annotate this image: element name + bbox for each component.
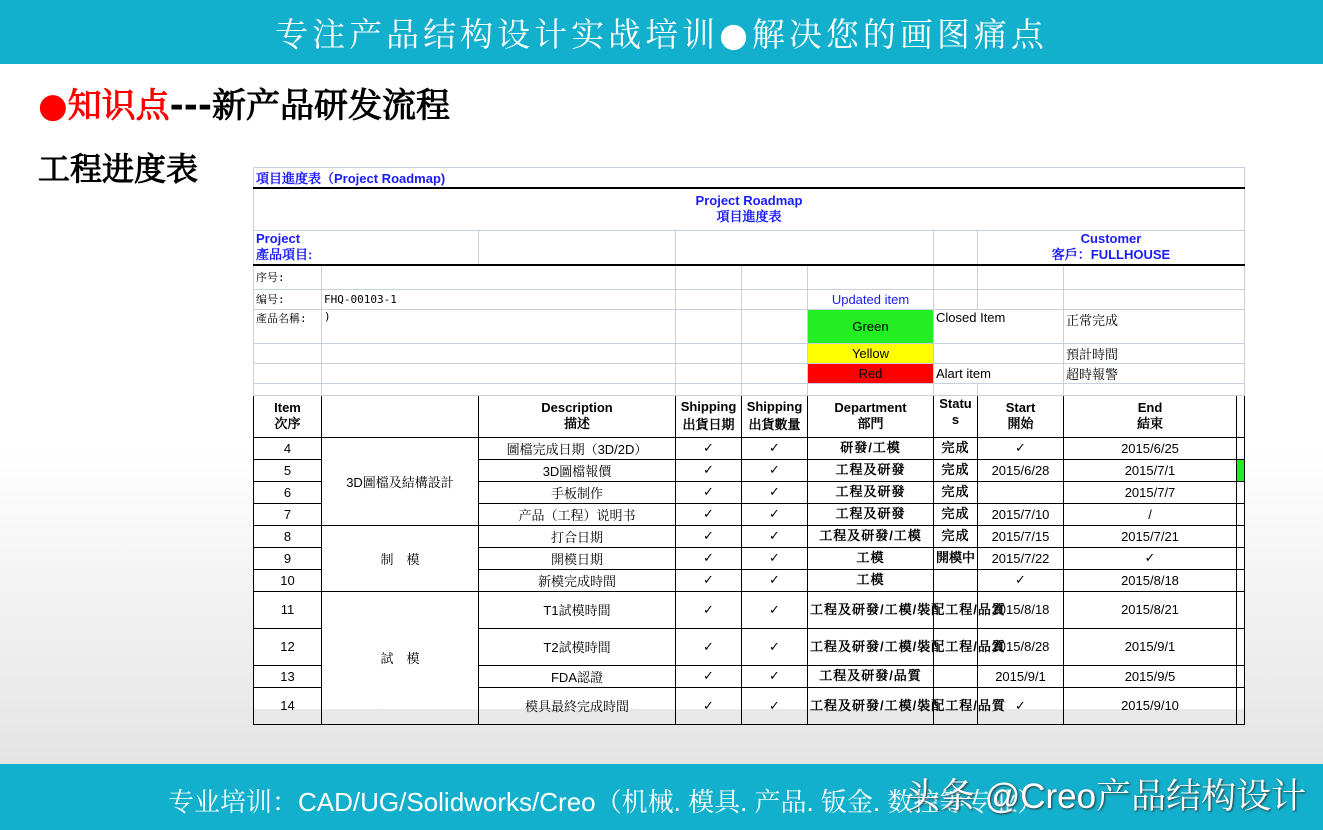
table-row xyxy=(254,525,1245,547)
cell-item: 9 xyxy=(254,547,322,569)
footer-tagline: 专业培训：CAD/UG/Solidworks/Creo（机械. 模具. 产品. 钣金. 数控等专业） xyxy=(168,787,1044,817)
cell-dept: 工程及研發 xyxy=(808,481,934,503)
cell-dept: 工程及研發 xyxy=(808,459,934,481)
cell-end: 2015/9/1 xyxy=(1064,628,1237,665)
cell-end: ✓ xyxy=(1064,547,1237,569)
cell-ship-qty: ✓ xyxy=(742,665,808,687)
cell-ship-date: ✓ xyxy=(676,437,742,459)
legend-closed: Closed Item xyxy=(934,309,1064,343)
cell-desc: 3D圖檔報價 xyxy=(479,459,676,481)
cell-status xyxy=(934,665,978,687)
cell-desc: T1試模時間 xyxy=(479,591,676,628)
cell-item: 5 xyxy=(254,459,322,481)
seq-label: 序号: xyxy=(254,265,322,289)
cell-start: ✓ xyxy=(978,687,1064,724)
header-group xyxy=(322,395,479,437)
cell-status: 完成 xyxy=(934,459,978,481)
cell-item: 4 xyxy=(254,437,322,459)
legend-overdue: 超時報警 xyxy=(1064,363,1245,383)
cell-desc: 圖檔完成日期（3D/2D） xyxy=(479,437,676,459)
cell-ship-date: ✓ xyxy=(676,665,742,687)
cell-desc: 新模完成時間 xyxy=(479,569,676,591)
header-start-cn: 開始 xyxy=(1007,416,1034,431)
cell-ship-qty: ✓ xyxy=(742,569,808,591)
cell-ship-qty: ✓ xyxy=(742,525,808,547)
cell-item: 11 xyxy=(254,591,322,628)
header-status xyxy=(934,395,978,437)
header-ship-date-en: Shipping xyxy=(680,399,737,414)
cell-status xyxy=(934,569,978,591)
cell-end: 2015/7/21 xyxy=(1064,525,1237,547)
roadmap-title xyxy=(254,188,1245,230)
cell-start: ✓ xyxy=(978,437,1064,459)
project-label-cn: 產品項目: xyxy=(256,247,313,263)
cell-ship-date: ✓ xyxy=(676,503,742,525)
banner-title: 专注产品结构设计实战培训●解决您的画图痛点 xyxy=(275,14,1048,54)
cell-desc: FDA認證 xyxy=(479,665,676,687)
customer-label xyxy=(978,230,1245,265)
cell-desc: T2試模時間 xyxy=(479,628,676,665)
cell-end: / xyxy=(1064,503,1237,525)
group-3d-design: 3D圖檔及結構設計 xyxy=(322,437,479,525)
cell-start: 2015/7/15 xyxy=(978,525,1064,547)
cell-ship-date: ✓ xyxy=(676,481,742,503)
header-department xyxy=(808,395,934,437)
cell-item: 13 xyxy=(254,665,322,687)
cell-ship-date: ✓ xyxy=(676,525,742,547)
cell-ship-qty: ✓ xyxy=(742,591,808,628)
roadmap-table xyxy=(253,167,1245,725)
cell-end: 2015/9/5 xyxy=(1064,665,1237,687)
cell-desc: 产品（工程）说明书 xyxy=(479,503,676,525)
cell-item: 12 xyxy=(254,628,322,665)
header-dept-en: Department xyxy=(834,400,907,415)
legend-red: Red xyxy=(808,363,934,383)
cell-end: 2015/9/10 xyxy=(1064,687,1237,724)
roadmap-title-cn: 項目進度表 xyxy=(716,209,782,225)
cell-dept: 研發/工模 xyxy=(808,437,934,459)
header-ship-date xyxy=(676,395,742,437)
cell-item: 14 xyxy=(254,687,322,724)
code-label: 编号: xyxy=(254,289,322,309)
legend-yellow: Yellow xyxy=(808,343,934,363)
cell-end: 2015/7/1 xyxy=(1064,459,1237,481)
legend-green: Green xyxy=(808,309,934,343)
cell-ship-qty: ✓ xyxy=(742,628,808,665)
cell-ship-qty: ✓ xyxy=(742,687,808,724)
cell-start: 2015/9/1 xyxy=(978,665,1064,687)
cell-ship-date: ✓ xyxy=(676,687,742,724)
top-banner xyxy=(0,0,1323,64)
header-end xyxy=(1064,395,1237,437)
cell-start: 2015/7/22 xyxy=(978,547,1064,569)
cell-ship-qty: ✓ xyxy=(742,547,808,569)
group-trial: 試 模 xyxy=(322,591,479,724)
cell-end: 2015/6/25 xyxy=(1064,437,1237,459)
header-ship-qty xyxy=(742,395,808,437)
cell-start: ✓ xyxy=(978,569,1064,591)
header-ship-qty-cn: 出貨數量 xyxy=(748,417,801,432)
header-dept-cn: 部門 xyxy=(857,416,884,431)
header-ship-qty-en: Shipping xyxy=(746,399,803,414)
cell-ship-date: ✓ xyxy=(676,628,742,665)
header-desc-en: Description xyxy=(541,400,613,415)
name-label: 產品名稱: xyxy=(254,309,322,343)
cell-item: 6 xyxy=(254,481,322,503)
cell-dept: 工程及研發/品質 xyxy=(808,665,934,687)
header-desc-cn: 描述 xyxy=(563,416,590,431)
roadmap-title-en: Project Roadmap xyxy=(695,193,803,209)
header-item xyxy=(254,395,322,437)
group-tooling: 制 模 xyxy=(322,525,479,591)
heading-rest: ---新产品研发流程 xyxy=(169,86,451,126)
cell-ship-date: ✓ xyxy=(676,569,742,591)
cell-ship-qty: ✓ xyxy=(742,437,808,459)
cell-ship-qty: ✓ xyxy=(742,481,808,503)
cell-ship-qty: ✓ xyxy=(742,503,808,525)
cell-end: 2015/8/18 xyxy=(1064,569,1237,591)
cell-start xyxy=(978,481,1064,503)
cell-start: 2015/8/18 xyxy=(978,591,1064,628)
cell-start: 2015/8/28 xyxy=(978,628,1064,665)
red-bullet-icon: ● xyxy=(38,86,68,126)
cell-ship-date: ✓ xyxy=(676,547,742,569)
header-ship-date-cn: 出貨日期 xyxy=(682,417,735,432)
cell-dept: 工模 xyxy=(808,547,934,569)
cell-start: 2015/7/10 xyxy=(978,503,1064,525)
cell-dept: 工程及研發 xyxy=(808,503,934,525)
heading-keyword: 知识点 xyxy=(67,86,170,126)
green-marker xyxy=(1237,459,1245,481)
header-start xyxy=(978,395,1064,437)
header-item-cn: 次序 xyxy=(274,416,301,431)
cell-desc: 開模日期 xyxy=(479,547,676,569)
watermark: 头条 @Creo产品结构设计 xyxy=(905,777,1307,816)
customer-label-cn: 客戶：FULLHOUSE xyxy=(1051,247,1171,263)
cell-dept: 工程及研發/工模/裝配工程/品質 xyxy=(808,628,934,665)
cell-status: 開模中 xyxy=(934,547,978,569)
cell-ship-date: ✓ xyxy=(676,591,742,628)
table-row xyxy=(254,437,1245,459)
project-label xyxy=(254,230,479,265)
cell-ship-qty: ✓ xyxy=(742,459,808,481)
cell-desc: 模具最終完成時間 xyxy=(479,687,676,724)
cell-status: 完成 xyxy=(934,525,978,547)
customer-label-en: Customer xyxy=(1080,231,1142,247)
spreadsheet-screenshot xyxy=(253,167,1244,714)
sub-heading: 工程进度表 xyxy=(38,150,199,188)
header-description xyxy=(479,395,676,437)
cell-status: 完成 xyxy=(934,481,978,503)
legend-updated: Updated item xyxy=(808,289,934,309)
header-end-cn: 結束 xyxy=(1136,416,1163,431)
cell-dept: 工程及研發/工模 xyxy=(808,525,934,547)
cell-ship-date: ✓ xyxy=(676,459,742,481)
section-heading xyxy=(38,78,450,127)
cell-start: 2015/6/28 xyxy=(978,459,1064,481)
table-row xyxy=(254,591,1245,628)
bottom-banner xyxy=(0,764,1323,830)
header-status-en-1: Statu xyxy=(939,395,972,411)
cell-dept: 工模 xyxy=(808,569,934,591)
header-status-en-2: s xyxy=(951,411,960,427)
legend-normal: 正常完成 xyxy=(1064,309,1245,343)
name-value: ) xyxy=(322,309,676,343)
legend-planned: 預計時間 xyxy=(1064,343,1245,363)
cell-end: 2015/7/7 xyxy=(1064,481,1237,503)
cell-status: 完成 xyxy=(934,437,978,459)
cell-dept: 工程及研發/工模/裝配工程/品質 xyxy=(808,687,934,724)
legend-alert: Alart item xyxy=(934,363,1064,383)
cell-item: 8 xyxy=(254,525,322,547)
code-value: FHQ-00103-1 xyxy=(322,289,676,309)
cell-desc: 打合日期 xyxy=(479,525,676,547)
cell-status: 完成 xyxy=(934,503,978,525)
sheet-caption: 項目進度表（Project Roadmap) xyxy=(254,168,1245,189)
cell-item: 10 xyxy=(254,569,322,591)
cell-desc: 手板制作 xyxy=(479,481,676,503)
header-start-en: Start xyxy=(1005,400,1036,415)
project-label-en: Project xyxy=(256,231,301,247)
header-item-en: Item xyxy=(274,400,301,415)
cell-end: 2015/8/21 xyxy=(1064,591,1237,628)
cell-item: 7 xyxy=(254,503,322,525)
cell-dept: 工程及研發/工模/裝配工程/品質 xyxy=(808,591,934,628)
header-end-en: End xyxy=(1137,400,1163,415)
